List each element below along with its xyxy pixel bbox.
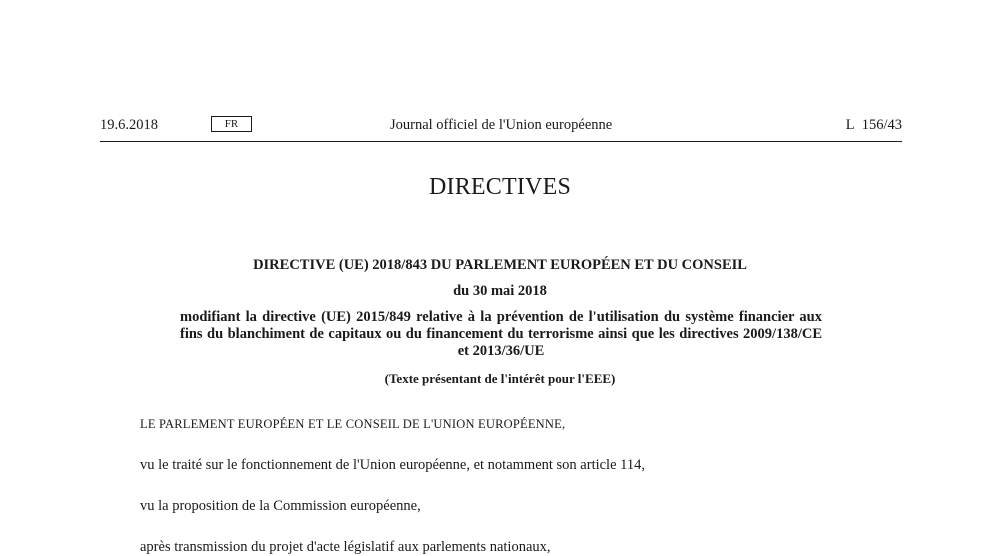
header-divider (100, 141, 902, 142)
directive-subject: modifiant la directive (UE) 2015/849 relative à la prévention de l'utilisation du système financier aux fins du blanchiment de capitaux ou du financement du terrorisme ainsi que les directives 2009/138/CE et 2013/36/UE (180, 309, 822, 359)
preamble: LE PARLEMENT EUROPÉEN ET LE CONSEIL DE L'UNION EUROPÉENNE, (140, 417, 566, 431)
directive-title: DIRECTIVE (UE) 2018/843 DU PARLEMENT EUROPÉEN ET DU CONSEIL (253, 257, 747, 273)
publication-date: 19.6.2018 (100, 117, 158, 133)
citation-item: vu la proposition de la Commission européenne, (140, 498, 421, 514)
citation-item: vu le traité sur le fonctionnement de l'Union européenne, et notamment son article 114, (140, 457, 645, 473)
directive-date: du 30 mai 2018 (453, 283, 547, 299)
citation-item: après transmission du projet d'acte législatif aux parlements nationaux, (140, 539, 551, 555)
language-badge: FR (211, 116, 252, 132)
section-title: DIRECTIVES (429, 174, 571, 200)
eee-relevance-note: (Texte présentant de l'intérêt pour l'EEE) (384, 371, 616, 386)
page-reference: L 156/43 (845, 117, 902, 133)
journal-header (100, 116, 902, 136)
journal-title: Journal officiel de l'Union européenne (390, 117, 613, 133)
